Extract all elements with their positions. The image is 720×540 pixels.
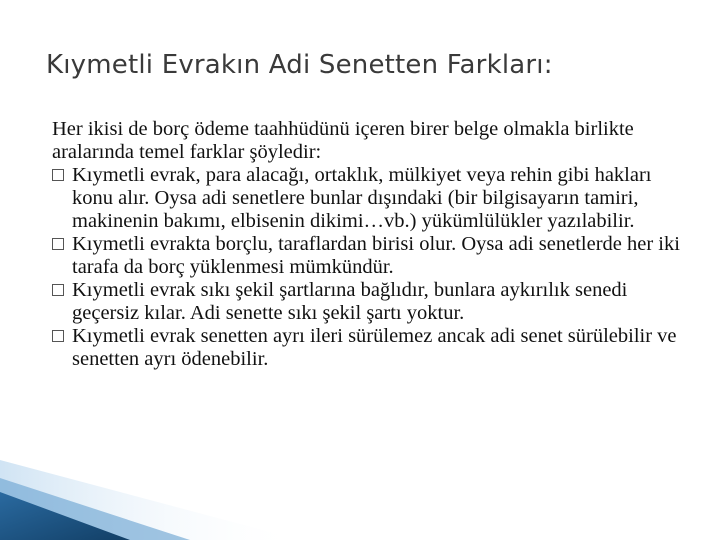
checkbox-square-icon (52, 330, 64, 342)
checkbox-square-icon (52, 284, 64, 296)
corner-decoration (0, 440, 300, 540)
checkbox-square-icon (52, 238, 64, 250)
checkbox-square-icon (52, 169, 64, 181)
slide-title: Kıymetli Evrakın Adi Senetten Farkları: (46, 50, 553, 80)
slide-body (52, 118, 692, 371)
bullet-item (52, 279, 692, 325)
bullet-text: Kıymetli evrakta borçlu, taraflardan birisi olur. Oysa adi senetlerde her iki tarafa da borç yüklenmesi mümkündür. (72, 233, 680, 278)
bullet-text: Kıymetli evrak, para alacağı, ortaklık, mülkiyet veya rehin gibi hakları konu alır. Oysa adi senetlere bunlar dışındaki (bir bilgisayarın tamiri, makinenin bakımı, elbisenin dikimi…vb.) yükümlülükler yazılabilir. (72, 164, 652, 232)
bullet-text: Kıymetli evrak sıkı şekil şartlarına bağlıdır, bunlara aykırılık senedi geçersiz kılar. Adi senette sıkı şekil şartı yoktur. (72, 279, 628, 324)
bullet-text: Kıymetli evrak senetten ayrı ileri sürülemez ancak adi senet sürülebilir ve senetten ayrı ödenebilir. (72, 325, 677, 370)
bullet-item (52, 233, 692, 279)
bullet-item (52, 164, 692, 233)
intro-paragraph: Her ikisi de borç ödeme taahhüdünü içeren birer belge olmakla birlikte aralarında temel farklar şöyledir: (52, 118, 634, 163)
bullet-item (52, 325, 692, 371)
